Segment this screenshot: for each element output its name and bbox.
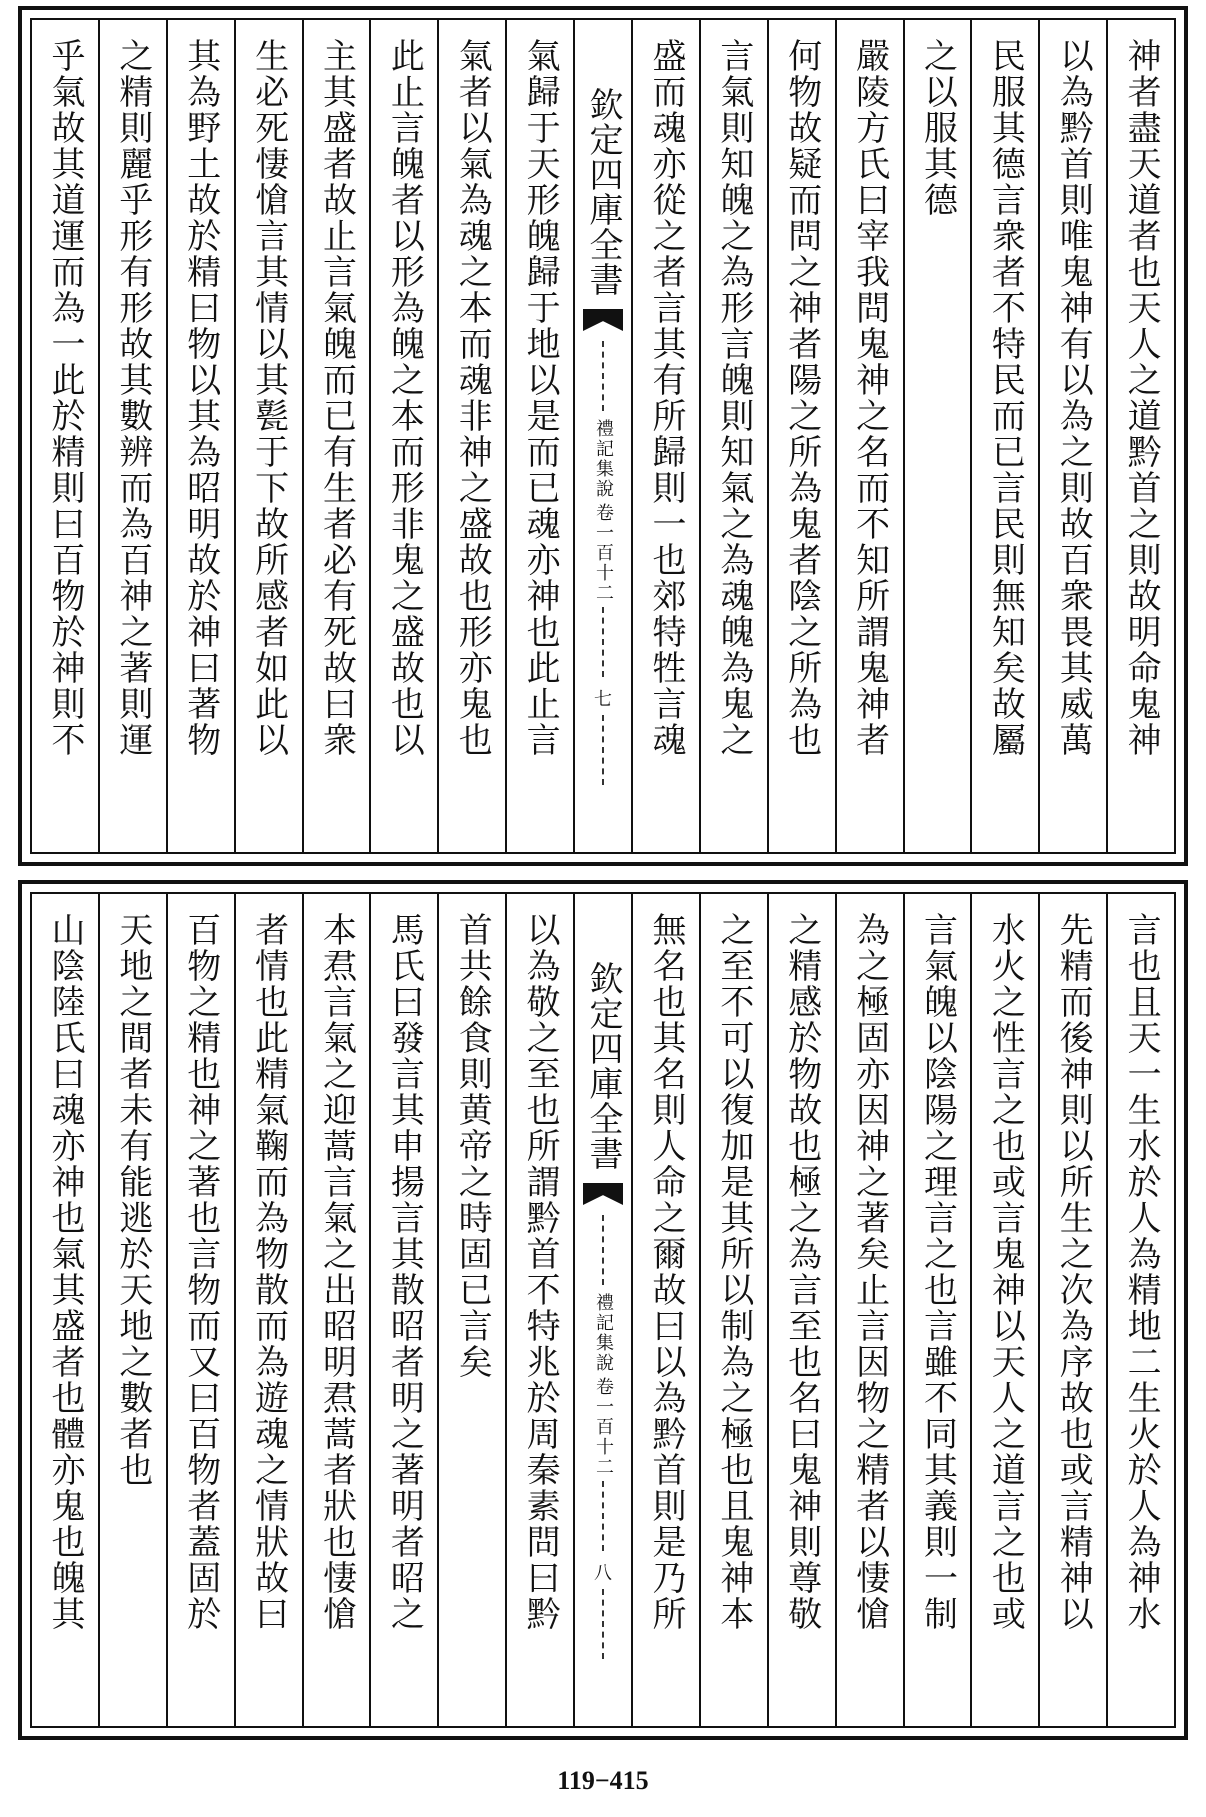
text-line: 者情也此精氣鞠而為物散而為遊魂之情狀故曰 bbox=[248, 912, 289, 1632]
text-column bbox=[166, 20, 234, 852]
text-line: 此止言魄者以形為魄之本而形非鬼之盛故也以 bbox=[384, 38, 425, 758]
upper-page-columns bbox=[30, 18, 1176, 854]
text-column bbox=[1038, 20, 1106, 852]
center-fold bbox=[573, 20, 631, 852]
text-line: 之至不可以復加是其所以制為之極也且鬼神本 bbox=[713, 912, 754, 1632]
fold-rule bbox=[602, 607, 604, 677]
leaf-number: 七 bbox=[594, 689, 612, 710]
text-column bbox=[970, 20, 1038, 852]
text-line: 水火之性言之也或言鬼神以天人之道言之也或 bbox=[985, 912, 1026, 1632]
text-column bbox=[631, 894, 699, 1726]
fold-rule bbox=[602, 1215, 604, 1285]
text-column bbox=[32, 20, 98, 852]
text-line: 本焄言氣之迎蒿言氣之出昭明焄蒿者狀也悽愴 bbox=[316, 912, 357, 1632]
text-line: 生必死悽愴言其情以其甏于下故所感者如此以 bbox=[248, 38, 289, 758]
text-column bbox=[903, 894, 971, 1726]
text-line: 之精感於物故也極之為言至也名曰鬼神則尊敬 bbox=[781, 912, 822, 1632]
text-column bbox=[369, 894, 437, 1726]
fish-tail-mark-icon bbox=[583, 309, 623, 331]
fold-rule bbox=[602, 341, 604, 411]
lower-page-frame bbox=[18, 880, 1188, 1740]
text-column bbox=[767, 894, 835, 1726]
text-line: 盛而魂亦從之者言其有所歸則一也郊特牲言魂 bbox=[645, 38, 686, 758]
text-column bbox=[505, 20, 573, 852]
text-line: 以為敬之至也所謂黔首不特兆於周秦素問曰黔 bbox=[520, 912, 561, 1632]
text-line: 之精則麗乎形有形故其數辨而為百神之著則運 bbox=[112, 38, 153, 758]
text-column bbox=[98, 20, 166, 852]
text-line: 天地之間者未有能逃於天地之數者也 bbox=[112, 912, 153, 1488]
volume-number: 卷一百十二 bbox=[593, 1377, 614, 1477]
text-line: 山陰陸氏曰魂亦神也氣其盛者也體亦鬼也魄其 bbox=[44, 912, 85, 1632]
text-column bbox=[1038, 894, 1106, 1726]
text-line: 首共餘食則黄帝之時固已言矣 bbox=[452, 912, 493, 1380]
collection-title: 欽定四庫全書 bbox=[583, 961, 623, 1171]
text-column bbox=[835, 894, 903, 1726]
text-column bbox=[32, 894, 98, 1726]
text-column bbox=[369, 20, 437, 852]
text-column bbox=[835, 20, 903, 852]
text-line: 神者盡天道者也天人之道黔首之則故明命鬼神 bbox=[1121, 38, 1162, 758]
text-column bbox=[631, 20, 699, 852]
text-column bbox=[970, 894, 1038, 1726]
text-line: 無名也其名則人命之爾故曰以為黔首則是乃所 bbox=[645, 912, 686, 1632]
text-column bbox=[505, 894, 573, 1726]
text-line: 嚴陵方氏曰宰我問鬼神之名而不知所謂鬼神者 bbox=[849, 38, 890, 758]
text-column bbox=[699, 20, 767, 852]
text-line: 言也且天一生水於人為精地二生火於人為神水 bbox=[1121, 912, 1162, 1632]
text-line: 先精而後神則以所生之次為序故也或言精神以 bbox=[1053, 912, 1094, 1632]
text-column bbox=[903, 20, 971, 852]
text-line: 主其盛者故止言氣魄而已有生者必有死故曰衆 bbox=[316, 38, 357, 758]
text-column bbox=[699, 894, 767, 1726]
leaf-number: 八 bbox=[594, 1563, 612, 1584]
text-line: 以為黔首則唯鬼神有以為之則故百衆畏其威萬 bbox=[1053, 38, 1094, 758]
text-column bbox=[234, 20, 302, 852]
collection-title: 欽定四庫全書 bbox=[583, 87, 623, 297]
text-line: 為之極固亦因神之著矣止言因物之精者以悽愴 bbox=[849, 912, 890, 1632]
fold-rule bbox=[602, 715, 604, 785]
text-column bbox=[437, 894, 505, 1726]
text-column bbox=[767, 20, 835, 852]
text-column bbox=[234, 894, 302, 1726]
text-line: 氣歸于天形魄歸于地以是而已魂亦神也此止言 bbox=[520, 38, 561, 758]
text-column bbox=[302, 894, 370, 1726]
text-column bbox=[98, 894, 166, 1726]
upper-page-frame bbox=[18, 6, 1188, 866]
fish-tail-mark-icon bbox=[583, 1183, 623, 1205]
text-column bbox=[302, 20, 370, 852]
fold-rule bbox=[602, 1481, 604, 1551]
text-line: 馬氏曰發言其申揚言其散昭者明之著明者昭之 bbox=[384, 912, 425, 1632]
fold-rule bbox=[602, 1589, 604, 1659]
text-column bbox=[1106, 894, 1174, 1726]
text-line: 乎氣故其道運而為一此於精則曰百物於神則不 bbox=[44, 38, 85, 758]
text-line: 民服其德言衆者不特民而已言民則無知矣故屬 bbox=[985, 38, 1026, 758]
text-line: 言氣魄以陰陽之理言之也言雖不同其義則一制 bbox=[917, 912, 958, 1632]
book-title: 禮記集說 bbox=[593, 419, 614, 499]
center-fold bbox=[573, 894, 631, 1726]
text-line: 百物之精也神之著也言物而又曰百物者蓋固於 bbox=[180, 912, 221, 1632]
text-line: 言氣則知魄之為形言魄則知氣之為魂魄為鬼之 bbox=[713, 38, 754, 758]
text-column bbox=[1106, 20, 1174, 852]
volume-number: 卷一百十二 bbox=[593, 503, 614, 603]
text-line: 其為野土故於精曰物以其為昭明故於神曰著物 bbox=[180, 38, 221, 758]
text-line: 何物故疑而問之神者陽之所為鬼者陰之所為也 bbox=[781, 38, 822, 758]
lower-page-columns bbox=[30, 892, 1176, 1728]
text-line: 之以服其德 bbox=[917, 38, 958, 218]
page-footer-number: 119−415 bbox=[557, 1766, 649, 1795]
book-title: 禮記集說 bbox=[593, 1293, 614, 1373]
text-column bbox=[437, 20, 505, 852]
text-line: 氣者以氣為魂之本而魂非神之盛故也形亦鬼也 bbox=[452, 38, 493, 758]
text-column bbox=[166, 894, 234, 1726]
